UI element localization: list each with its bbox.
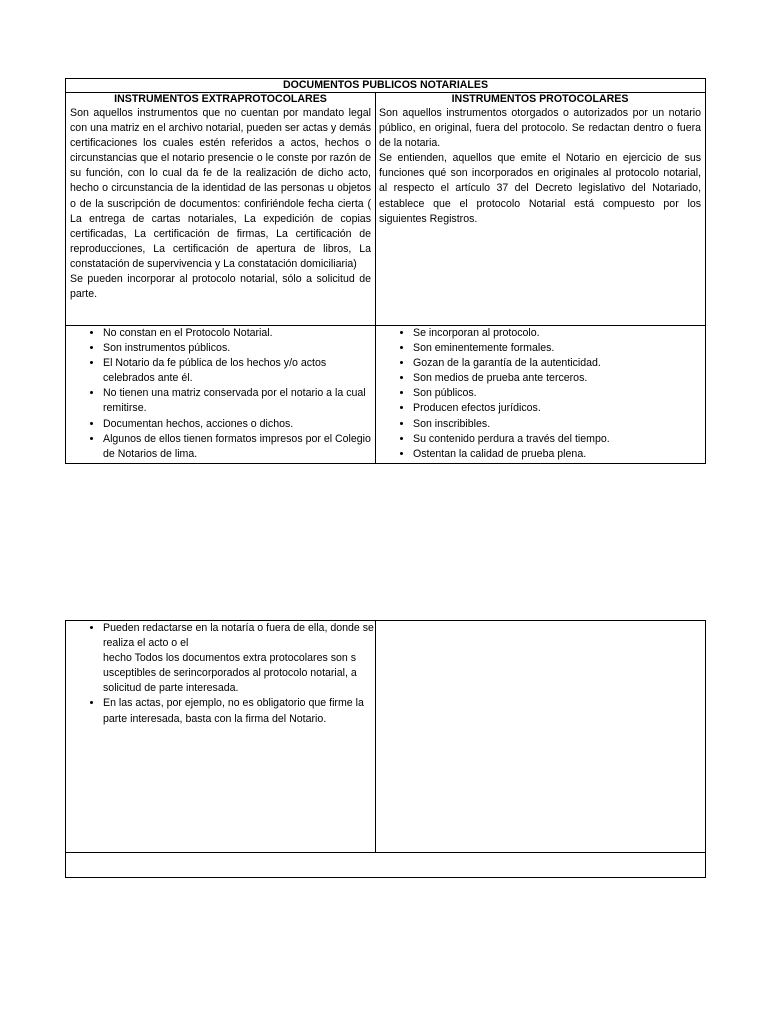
list-item: • Son inscribibles.	[413, 417, 705, 432]
extraprotocolares-characteristics-cell	[66, 326, 376, 464]
continuation-table	[65, 620, 706, 878]
documentos-publicos-table	[65, 78, 706, 464]
list-item: • Son públicos.	[413, 386, 705, 401]
extraprotocolares-paragraph: Se pueden incorporar al protocolo notarial, sólo a solicitud de parte.	[70, 273, 371, 301]
list-item: • No tienen una matriz conservada por el notario a la cual remitirse.	[103, 386, 375, 416]
protocolares-definition-cell	[376, 93, 706, 326]
list-item: • Pueden redactarse en la notaría o fuera de ella, donde se realiza el acto o el hecho Todos los documentos extra protocolares son s usceptibles de serincorporados al protocolo notarial, a solicitud de parte interesada.	[103, 621, 375, 696]
list-item: • Algunos de ellos tienen formatos impresos por el Colegio de Notarios de lima.	[103, 432, 375, 462]
list-item: • Son eminentemente formales.	[413, 341, 705, 356]
extraprotocolares-definition-cell	[66, 93, 376, 326]
list-item: • Producen efectos jurídicos.	[413, 401, 705, 416]
empty-footer-row	[66, 853, 706, 878]
protocolares-paragraph: Se entienden, aquellos que emite el Notario en ejercicio de sus funciones qué son incorporados en originales al protocolo notarial, al respecto el artículo 37 del Decreto legislativo del Notariado, establece que el protocolo Notarial está compuesto por los siguientes Registros.	[379, 152, 702, 225]
extraprotocolares-bullet-list	[66, 326, 375, 462]
list-item: • Su contenido perdura a través del tiempo.	[413, 432, 705, 447]
protocolares-bullet-list	[376, 326, 705, 462]
list-item: • Se incorporan al protocolo.	[413, 326, 705, 341]
list-item: • En las actas, por ejemplo, no es obligatorio que firme la parte interesada, basta con la firma del Notario.	[103, 696, 375, 726]
continuation-bullet-list	[66, 621, 375, 727]
list-item: • Son instrumentos públicos.	[103, 341, 375, 356]
table-title: DOCUMENTOS PUBLICOS NOTARIALES	[66, 79, 706, 93]
list-item: • Son medios de prueba ante terceros.	[413, 371, 705, 386]
extraprotocolares-header: INSTRUMENTOS EXTRAPROTOCOLARES	[114, 93, 327, 105]
list-item: • Gozan de la garantía de la autenticidad.	[413, 356, 705, 371]
list-item: • Documentan hechos, acciones o dichos.	[103, 417, 375, 432]
protocolares-header: INSTRUMENTOS PROTOCOLARES	[451, 93, 629, 105]
list-item: • Ostentan la calidad de prueba plena.	[413, 447, 705, 462]
extraprotocolares-paragraph: Son aquellos instrumentos que no cuentan por mandato legal con una matriz en el archivo notarial, pueden ser actas y demás certificaciones los cuales estén referidos a actos, hechos o circunstancias que el notario presencie o le conste por razón de su función, con lo cual da fe de la realización de dicho acto, hecho o circunstancia de la identidad de las personas u objetos o de la suscripción de documentos: confiriéndole fecha cierta ( La entrega de cartas notariales, La expedición de copias certificadas, La certificación de firmas, La certificación de reproducciones, La certificación de apertura de libros, La constatación de supervivencia y La constatación domiciliaria)	[70, 107, 371, 270]
protocolares-characteristics-cell	[376, 326, 706, 464]
continuation-left-cell	[66, 621, 376, 853]
protocolares-paragraph: Son aquellos instrumentos otorgados o autorizados por un notario público, en original, fuera del protocolo. Se redactan dentro o fuera de la notaria.	[379, 107, 702, 150]
continuation-right-cell	[376, 621, 706, 853]
list-item: • El Notario da fe pública de los hechos y/o actos celebrados ante él.	[103, 356, 375, 386]
list-item: • No constan en el Protocolo Notarial.	[103, 326, 375, 341]
